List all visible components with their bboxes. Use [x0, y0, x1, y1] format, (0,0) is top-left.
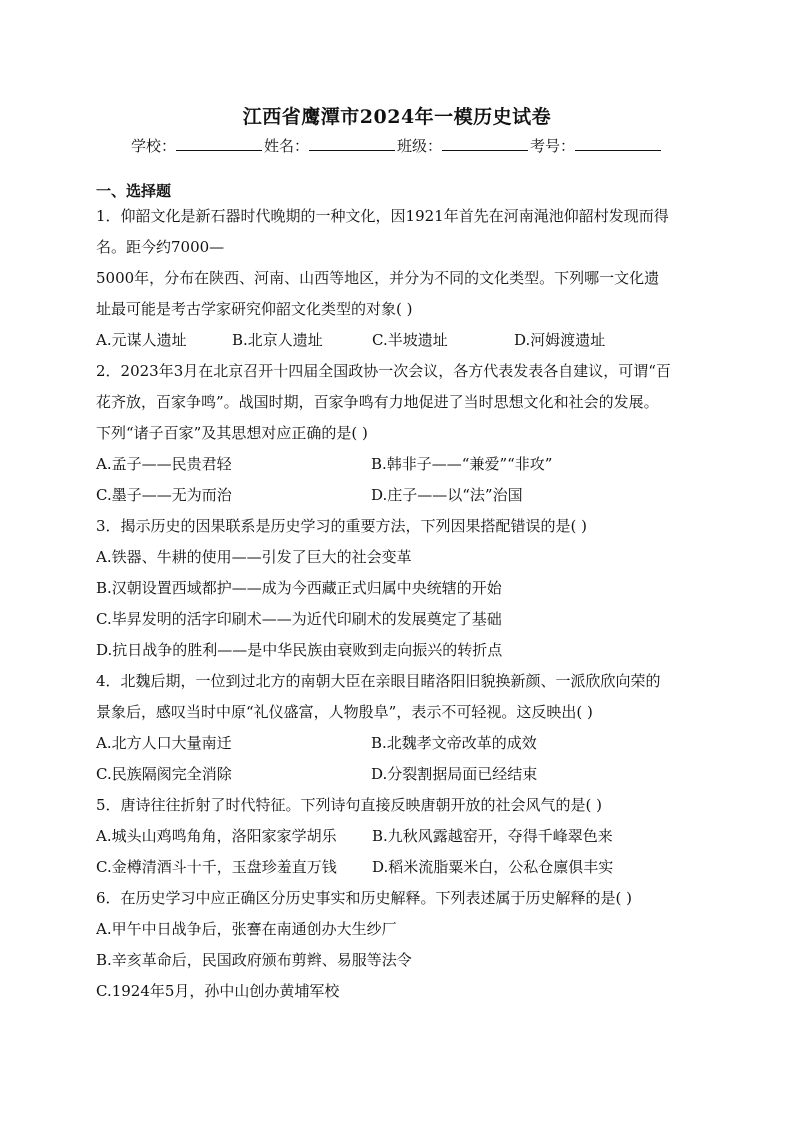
- question-2-option-a: A.孟子——民贵君轻: [96, 455, 232, 473]
- school-label: 学校：: [130, 137, 176, 155]
- question-2-line-1: 2．2023年3月在北京召开十四届全国政协一次会议，各方代表发表各自建议，可谓“百: [96, 362, 671, 380]
- question-4-option-a: A.北方人口大量南迁: [96, 734, 232, 752]
- exam-no-blank: [575, 136, 661, 151]
- question-4-line-1: 4．北魏后期，一位到过北方的南朝大臣在亲眼目睹洛阳旧貌换新颜、一派欣欣向荣的: [96, 672, 661, 690]
- question-6-line-1: 6．在历史学习中应正确区分历史事实和历史解释。下列表述属于历史解释的是( ): [96, 889, 633, 907]
- question-6-option-b: B.辛亥革命后，民国政府颁布剪辫、易服等法令: [96, 951, 412, 969]
- question-4-options-row-1: [96, 728, 700, 759]
- exam-no-label: 考号：: [530, 137, 576, 155]
- question-5-option-b: B.九秋风露越窑开，夺得千峰翠色来: [372, 827, 613, 845]
- question-4-option-b: B.北魏孝文帝改革的成效: [371, 734, 537, 752]
- question-2-options-row-2: [96, 480, 700, 511]
- question-5-line-1: 5．唐诗往往折射了时代特征。下列诗句直接反映唐朝开放的社会风气的是( ): [96, 796, 603, 814]
- school-blank: [176, 136, 262, 151]
- question-3-option-c: C.毕昇发明的活字印刷术——为近代印刷术的发展奠定了基础: [96, 610, 502, 628]
- question-1-option-a: A.元谋人遗址: [96, 331, 187, 349]
- question-1-option-c: C.半坡遗址: [372, 331, 448, 349]
- student-info-row: [0, 136, 794, 156]
- question-3-option-d: D.抗日战争的胜利——是中华民族由衰败到走向振兴的转折点: [96, 641, 503, 659]
- question-2-option-b: B.韩非子——“兼爱”“非攻”: [371, 455, 553, 473]
- question-3-option-a: A.铁器、牛耕的使用——引发了巨大的社会变革: [96, 548, 412, 566]
- question-1-options: [96, 325, 700, 356]
- question-2-line-2: 花齐放，百家争鸣”。战国时期，百家争鸣有力地促进了当时思想文化和社会的发展。: [96, 393, 659, 411]
- class-blank: [442, 136, 528, 151]
- question-5-option-d: D.稻米流脂粟米白，公私仓廪俱丰实: [372, 858, 614, 876]
- question-5-options-row-1: [96, 821, 700, 852]
- question-2-option-c: C.墨子——无为而治: [96, 486, 232, 504]
- question-4-line-2: 景象后，感叹当时中原“礼仪盛富，人物殷阜”，表示不可轻视。这反映出( ): [96, 703, 593, 721]
- question-4-options-row-2: [96, 759, 700, 790]
- question-6-option-a: A.甲午中日战争后，张謇在南通创办大生纱厂: [96, 920, 397, 938]
- question-list: [96, 201, 700, 1007]
- question-1-line-3: 5000年，分布在陕西、河南、山西等地区，并分为不同的文化类型。下列哪一文化遗: [96, 269, 660, 287]
- question-1-option-d: D.河姆渡遗址: [514, 331, 606, 349]
- question-1-line-1: 1．仰韶文化是新石器时代晚期的一种文化，因1921年首先在河南渑池仰韶村发现而得: [96, 207, 669, 225]
- question-2-option-d: D.庄子——以“法”治国: [371, 486, 523, 504]
- question-1-line-2: 名。距今约7000—: [96, 238, 225, 256]
- name-label: 姓名：: [263, 137, 309, 155]
- question-1-line-4: 址最可能是考古学家研究仰韶文化类型的对象( ): [96, 300, 413, 318]
- question-5-options-row-2: [96, 852, 700, 883]
- section-heading: 一、选择题: [96, 182, 172, 200]
- question-5-option-a: A.城头山鸡鸣角角，洛阳家家学胡乐: [96, 827, 337, 845]
- question-3-option-b: B.汉朝设置西域都护——成为今西藏正式归属中央统辖的开始: [96, 579, 502, 597]
- question-2-line-3: 下列“诸子百家”及其思想对应正确的是( ): [96, 424, 368, 442]
- class-label: 班级：: [397, 137, 443, 155]
- name-blank: [309, 136, 395, 151]
- question-4-option-c: C.民族隔阂完全消除: [96, 765, 232, 783]
- question-5-option-c: C.金樽清酒斗十千，玉盘珍羞直万钱: [96, 858, 337, 876]
- question-3-line-1: 3．揭示历史的因果联系是历史学习的重要方法，下列因果搭配错误的是( ): [96, 517, 588, 535]
- question-2-options-row-1: [96, 449, 700, 480]
- question-6-option-c: C.1924年5月，孙中山创办黄埔军校: [96, 982, 340, 1000]
- question-1-option-b: B.北京人遗址: [232, 331, 323, 349]
- page-title: 江西省鹰潭市2024年一模历史试卷: [242, 106, 552, 128]
- question-4-option-d: D.分裂割据局面已经结束: [371, 765, 538, 783]
